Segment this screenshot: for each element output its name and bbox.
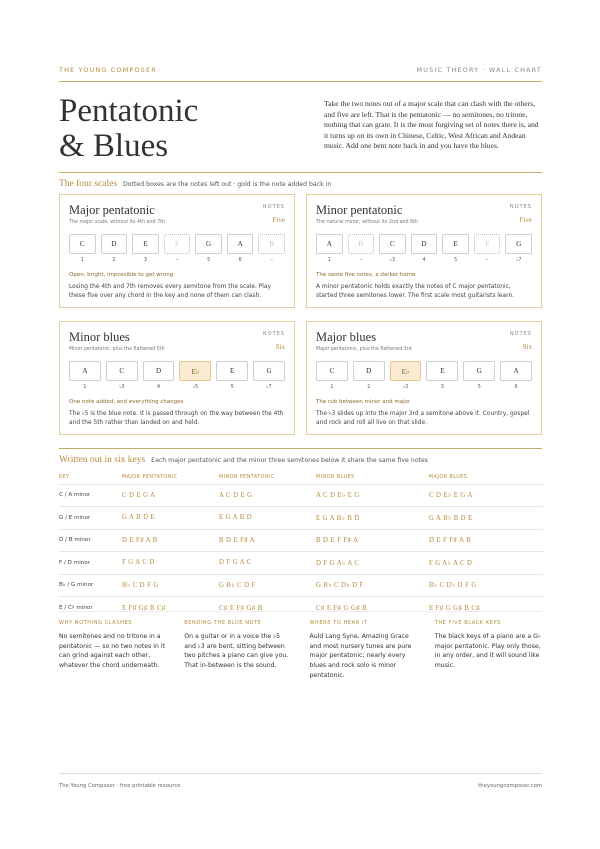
scale-note: E <box>216 361 248 381</box>
scale-note: C <box>316 361 348 381</box>
notes-cell: D E F♯ A B <box>122 529 219 552</box>
notes-label: NOTES <box>509 204 532 210</box>
notes-cell: G B♭ C D F <box>219 574 316 597</box>
degree-label: 1 <box>330 385 334 390</box>
keys-table <box>59 471 543 619</box>
notes-cell: D F G A C <box>219 552 316 575</box>
degree-label: 5 <box>207 258 211 263</box>
scale-note: A <box>316 234 343 254</box>
scale-description: Losing the 4th and 7th removes every semitone from the scale. Play these five over any chord in the key and none of them can clash. <box>69 284 272 299</box>
notes-cell: C D E♭ E G A <box>429 484 543 507</box>
notes-cell: E G A B D <box>219 507 316 530</box>
notes-cell: E F♯ G G♯ B C♯ <box>429 597 543 620</box>
notes-cell: C♯ E F♯ G♯ B <box>219 597 316 620</box>
scale-mood: One note added, and everything changes <box>69 399 184 405</box>
notes-cell: B D E F F♯ A <box>316 529 429 552</box>
scale-note: A <box>500 361 532 381</box>
scales-section-title: The four scales <box>59 179 118 189</box>
notes-cell: C D E G A <box>122 484 219 507</box>
notes-cell: A C D E G <box>219 484 316 507</box>
notes-cell: C♯ E F♯ G G♯ B <box>316 597 429 620</box>
scale-mood: Open, bright, impossible to get wrong <box>69 272 174 278</box>
notes-label: NOTES <box>262 331 285 337</box>
scale-subtitle: Minor pentatonic, plus the flattened 5th <box>69 347 165 352</box>
key-cell: G / E minor <box>59 507 122 530</box>
page-title <box>59 94 198 164</box>
note-count: Six <box>522 343 532 351</box>
notes-cell: D F G A♭ A C <box>316 552 429 575</box>
key-cell: C / A minor <box>59 484 122 507</box>
degree-label: – <box>359 258 363 263</box>
top-bar <box>59 66 542 74</box>
intro-paragraph: Take the two notes out of a major scale that can clash with the others, and five are left. That is the pentatonic — no semitones, no tritone, nothing that can grate. It is the most forgiving set of notes there is, and it turns up on its own in Chinese, Celtic, West African and Andean music. Add one bent note back in and you have the blues. <box>324 99 539 151</box>
section-divider <box>59 172 542 173</box>
notes-cell: G A B D E <box>122 507 219 530</box>
column-header: KEY <box>59 474 70 480</box>
keys-section-title: Written out in six keys <box>59 455 146 465</box>
footer-divider <box>59 773 542 774</box>
notes-cell: A C D E♭ E G <box>316 484 429 507</box>
notes-cell: E F♯ G♯ B C♯ <box>122 597 219 620</box>
degree-label: 6 <box>238 258 242 263</box>
key-cell: B♭ / G minor <box>59 574 122 597</box>
scale-note: G <box>253 361 285 381</box>
note-keys <box>316 234 532 254</box>
notes-label: NOTES <box>509 331 532 337</box>
scale-card <box>59 194 295 308</box>
scale-card <box>59 321 295 435</box>
blue-note: E♭ <box>390 361 422 381</box>
keys-section-note: Each major pentatonic and the minor three semitones below it share the same five notes <box>151 457 428 464</box>
note-text: No semitones and no tritone in a pentatonic — so no two notes in it can grind against each other, whatever the chord underneath. <box>59 633 166 670</box>
note-text: Auld Lang Syne, Amazing Grace and most nursery tunes are pure major pentatonic; nearly every blues and rock solo is minor pentatonic. <box>309 633 412 679</box>
omitted-note: B <box>258 234 285 254</box>
scale-note: A <box>227 234 254 254</box>
degree-label: ♭3 <box>389 258 396 263</box>
scale-name: Major blues <box>316 330 377 344</box>
degree-label: 6 <box>514 385 518 390</box>
degree-label: 4 <box>422 258 426 263</box>
scale-degrees <box>69 258 285 263</box>
scale-name: Major pentatonic <box>69 203 155 217</box>
scale-subtitle: Major pentatonic, plus the flattened 3rd <box>316 347 412 352</box>
table-row <box>59 597 543 620</box>
note-keys <box>69 361 285 381</box>
title-line-2: & Blues <box>59 128 169 164</box>
scale-description: The ♭3 slides up into the major 3rd a semitone above it. Country, gospel and rock and roll all live on that slide. <box>316 411 530 426</box>
omitted-note: F <box>164 234 191 254</box>
scale-name: Minor blues <box>69 330 130 344</box>
scale-card <box>306 194 542 308</box>
scales-section-heading <box>59 178 331 189</box>
scale-description: The ♭5 is the blue note. It is passed through on the way between the 4th and the 5th rather than landed on and held. <box>69 411 284 426</box>
degree-label: – <box>270 258 273 263</box>
degree-label: 5 <box>477 385 481 390</box>
notes-label: NOTES <box>262 204 285 210</box>
scale-mood: The same five notes, a darker home <box>316 272 416 278</box>
blue-note: E♭ <box>179 361 211 381</box>
degree-label: 1 <box>83 385 87 390</box>
keys-section-heading <box>59 454 428 465</box>
degree-label: ♭7 <box>266 385 272 390</box>
scale-note: E <box>132 234 159 254</box>
column-header: MAJOR PENTATONIC <box>122 474 178 480</box>
scale-subtitle: The natural minor, without its 2nd and 6th <box>316 220 419 225</box>
degree-label: 2 <box>112 258 116 263</box>
scale-note: D <box>353 361 385 381</box>
note-heading: WHY NOTHING CLASHES <box>59 620 132 626</box>
scale-mood: The rub between minor and major <box>316 399 411 405</box>
notes-cell: E G A B♭ B D <box>316 507 429 530</box>
scale-note: C <box>69 234 96 254</box>
scale-subtitle: The major scale, without its 4th and 7th <box>69 220 166 225</box>
section-divider <box>59 448 542 449</box>
note-text: The black keys of a piano are a G♭ major pentatonic. Play only those, in any order, and it will sound like music. <box>434 633 541 670</box>
scale-note: G <box>505 234 532 254</box>
table-row <box>59 574 543 597</box>
note-heading: THE FIVE BLACK KEYS <box>434 620 501 626</box>
note-column <box>435 620 543 681</box>
note-keys <box>69 234 285 254</box>
degree-label: 1 <box>80 258 84 263</box>
scale-card <box>306 321 542 435</box>
header-divider <box>59 81 542 82</box>
degree-label: ♭7 <box>516 258 522 263</box>
scale-name: Minor pentatonic <box>316 203 403 217</box>
column-header: MINOR BLUES <box>316 474 355 480</box>
note-count: Five <box>272 216 285 224</box>
degree-label: 3 <box>143 258 147 263</box>
column-header: MAJOR BLUES <box>429 474 468 480</box>
title-line-1: Pentatonic <box>59 93 199 129</box>
note-count: Five <box>519 216 532 224</box>
scale-degrees <box>316 258 532 263</box>
table-row <box>59 529 543 552</box>
scale-note: E <box>426 361 458 381</box>
degree-label: ♭3 <box>402 385 409 390</box>
note-heading: BENDING THE BLUE NOTE <box>184 620 262 626</box>
degree-label: – <box>485 258 489 263</box>
scale-note: C <box>379 234 406 254</box>
omitted-note: F <box>474 234 501 254</box>
table-row <box>59 484 543 507</box>
key-cell: F / D minor <box>59 552 122 575</box>
table-body <box>59 484 543 619</box>
scale-note: A <box>69 361 101 381</box>
scale-note: D <box>143 361 175 381</box>
table-row <box>59 507 543 530</box>
degree-label: – <box>175 258 179 263</box>
note-text: On a guitar or in a voice the ♭5 and ♭3 are bent, sitting between two pitches a piano can give you. That in-between is the sound. <box>184 633 289 670</box>
scale-note: G <box>195 234 222 254</box>
note-heading: WHERE TO HEAR IT <box>309 620 368 626</box>
scale-note: C <box>106 361 138 381</box>
notes-cell: B♭ C D♭ D F G <box>429 574 543 597</box>
notes-cell: G A B♭ B D E <box>429 507 543 530</box>
note-keys <box>316 361 532 381</box>
note-count: Six <box>275 343 285 351</box>
key-cell: D / B minor <box>59 529 122 552</box>
footer <box>59 783 542 789</box>
scale-degrees <box>316 385 532 390</box>
scale-description: A minor pentatonic holds exactly the notes of C major pentatonic, started three semitones lower. The first scale most guitarists learn. <box>316 284 515 299</box>
notes-cell: B D E F♯ A <box>219 529 316 552</box>
key-cell: E / C♯ minor <box>59 597 122 620</box>
degree-label: 1 <box>327 258 331 263</box>
note-column <box>59 620 167 681</box>
degree-label: 5 <box>454 258 458 263</box>
degree-label: 4 <box>157 385 161 390</box>
note-column <box>184 620 292 681</box>
scales-section-note: Dotted boxes are the notes left out · gold is the note added back in <box>123 181 332 188</box>
notes-cell: B♭ C D F G <box>122 574 219 597</box>
degree-label: 5 <box>230 385 234 390</box>
degree-label: ♭5 <box>192 385 199 390</box>
column-header: MINOR PENTATONIC <box>219 474 275 480</box>
note-column <box>310 620 418 681</box>
scale-note: D <box>411 234 438 254</box>
notes-columns <box>59 620 543 681</box>
notes-cell: F G A C D <box>122 552 219 575</box>
scale-note: G <box>463 361 495 381</box>
table-row <box>59 552 543 575</box>
scale-degrees <box>69 385 285 390</box>
footer-url: theyoungcomposer.com <box>478 783 542 789</box>
omitted-note: B <box>348 234 375 254</box>
chart-tag: MUSIC THEORY · WALL CHART <box>416 66 542 74</box>
scale-note: E <box>442 234 469 254</box>
scale-note: D <box>101 234 128 254</box>
degree-label: ♭3 <box>119 385 125 390</box>
footer-left: The Young Composer · free printable resource <box>59 783 181 789</box>
notes-cell: F G A♭ A C D <box>429 552 543 575</box>
notes-divider <box>59 611 542 612</box>
degree-label: 2 <box>367 385 371 390</box>
notes-cell: D E F F♯ A B <box>429 529 543 552</box>
notes-cell: G B♭ C D♭ D F <box>316 574 429 597</box>
table-header-row <box>59 471 543 484</box>
brand-label: THE YOUNG COMPOSER <box>59 66 157 74</box>
degree-label: 3 <box>440 385 444 390</box>
